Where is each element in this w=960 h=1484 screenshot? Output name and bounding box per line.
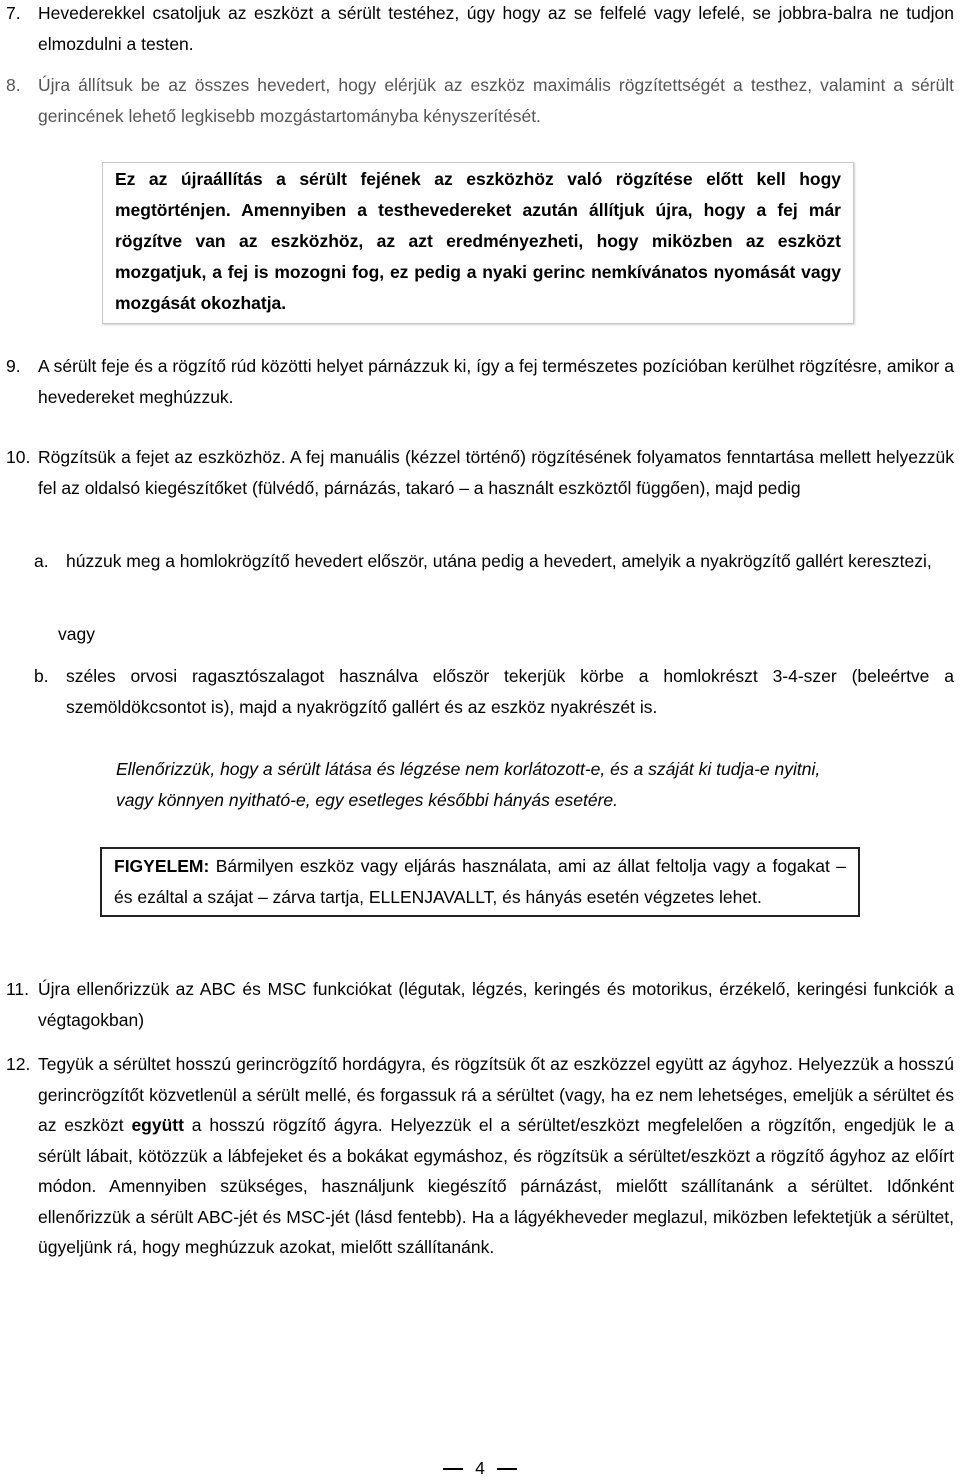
italic-note (116, 754, 836, 816)
list-item-11 (6, 974, 954, 1035)
item-number: 7. (6, 3, 21, 23)
warning-label: FIGYELEM: (114, 856, 210, 876)
footer-dash-right (497, 1468, 517, 1470)
page-number: 4 (475, 1458, 485, 1478)
sub-item-b (34, 661, 954, 722)
info-box-text: Ez az újraállítás a sérült fejének az eszközhöz való rögzítése előtt kell hogy megtörténjen. Amennyiben a testhevedereket azután állítjuk újra, hogy a fej már rögzítve van az eszközhöz, az azt eredményezheti, hogy miközben az eszközt mozgatjuk, a fej is mozogni fog, ez pedig a nyaki gerinc nemkívánatos nyomását vagy mozgását okozhatja. (115, 169, 841, 313)
sub-item-text: húzzuk meg a homlokrögzítő hevedert először, utána pedig a hevedert, amelyik a nyakrögzítő gallért keresztezi, (66, 551, 932, 571)
sub-item-letter: b. (34, 666, 49, 686)
sub-item-text: széles orvosi ragasztószalagot használva először tekerjük körbe a homlokrészt 3-4-szer (beleértve a szemöldökcsontot is), majd a nyakrögzítő gallért és az eszköz nyakrészét is. (66, 666, 954, 717)
item-text (38, 1049, 954, 1263)
sub-item-a (34, 546, 954, 577)
item-text-part: a hosszú rögzítő ágyra. Helyezzük el a sérültet/eszközt megfelelően a rögzítőn, engedjük le a sérült lábait, kötözzük a lábfejeket és a bokákat egymáshoz, és rögzítsük a sérültet/eszközt a rögzítő ágyhoz az előírt módon. Amennyiben szükséges, használjunk kiegészítő párnázást, mielőtt szállítanánk a sérültet. Időnként ellenőrizzük a sérült ABC-jét és MSC-jét (lásd fentebb). Ha a lágyékheveder meglazul, miközben lefektetjük a sérültet, ügyeljünk rá, hogy meghúzzuk azokat, mielőtt szállítanánk. (38, 1115, 954, 1257)
or-text: vagy (58, 624, 95, 644)
item-text-part: Tegyük a sérültet hosszú gerincrögzítő hordágyra, és rögzítsük őt az eszközzel együtt az ágyhoz. Helyezzük a hosszú gerincrögzítőt közvetlenül a sérült mellé, és forgassuk rá a sérültet (vagy, ha ez nem lehetséges, emeljük a sérültet és az eszközt (38, 1054, 954, 1135)
item-number: 9. (6, 356, 21, 376)
list-item-7 (6, 0, 954, 59)
warning-text: Bármilyen eszköz vagy eljárás használata, ami az állat feltolja vagy a fogakat – és ezáltal a szájat – zárva tartja, ELLENJAVALLT, és hányás esetén végzetes lehet. (114, 856, 846, 907)
list-item-12 (6, 1049, 954, 1263)
info-box (102, 162, 854, 324)
bold-word: együtt (131, 1115, 184, 1135)
list-item-9 (6, 351, 954, 412)
item-text: Hevederekkel csatoljuk az eszközt a sérült testéhez, úgy hogy az se felfelé vagy lefelé, se jobbra-balra ne tudjon elmozdulni a testen. (38, 3, 954, 54)
item-number: 12. (6, 1054, 31, 1074)
italic-note-text: Ellenőrizzük, hogy a sérült látása és légzése nem korlátozott-e, és a száját ki tudja-e nyitni, vagy könnyen nyitható-e, egy esetleges későbbi hányás esetére. (116, 759, 821, 810)
item-number: 10. (6, 447, 31, 467)
item-text: A sérült feje és a rögzítő rúd közötti helyet párnázzuk ki, így a fej természetes pozícióban kerülhet rögzítésre, amikor a hevedereket meghúzzuk. (38, 356, 954, 407)
item-text: Újra ellenőrizzük az ABC és MSC funkciókat (légutak, légzés, keringés és motorikus, érzékelő, keringési funkciók a végtagokban) (38, 979, 954, 1030)
footer-dash-left (443, 1468, 463, 1470)
page-footer (0, 1453, 960, 1484)
sub-item-letter: a. (34, 551, 49, 571)
item-text: Rögzítsük a fejet az eszközhöz. A fej manuális (kézzel történő) rögzítésének folyamatos fenntartása mellett helyezzük fel az oldalsó kiegészítőket (fülvédő, párnázás, takaró – a használt eszköztől függően), majd pedig (38, 447, 954, 498)
list-item-10 (6, 442, 954, 503)
warning-box (100, 847, 860, 917)
list-item-8 (6, 70, 954, 131)
item-number: 8. (6, 75, 21, 95)
item-number: 11. (6, 979, 30, 999)
item-text: Újra állítsuk be az összes hevedert, hogy elérjük az eszköz maximális rögzítettségét a testhez, valamint a sérült gerincének lehető legkisebb mozgástartományba kényszerítését. (38, 75, 954, 126)
